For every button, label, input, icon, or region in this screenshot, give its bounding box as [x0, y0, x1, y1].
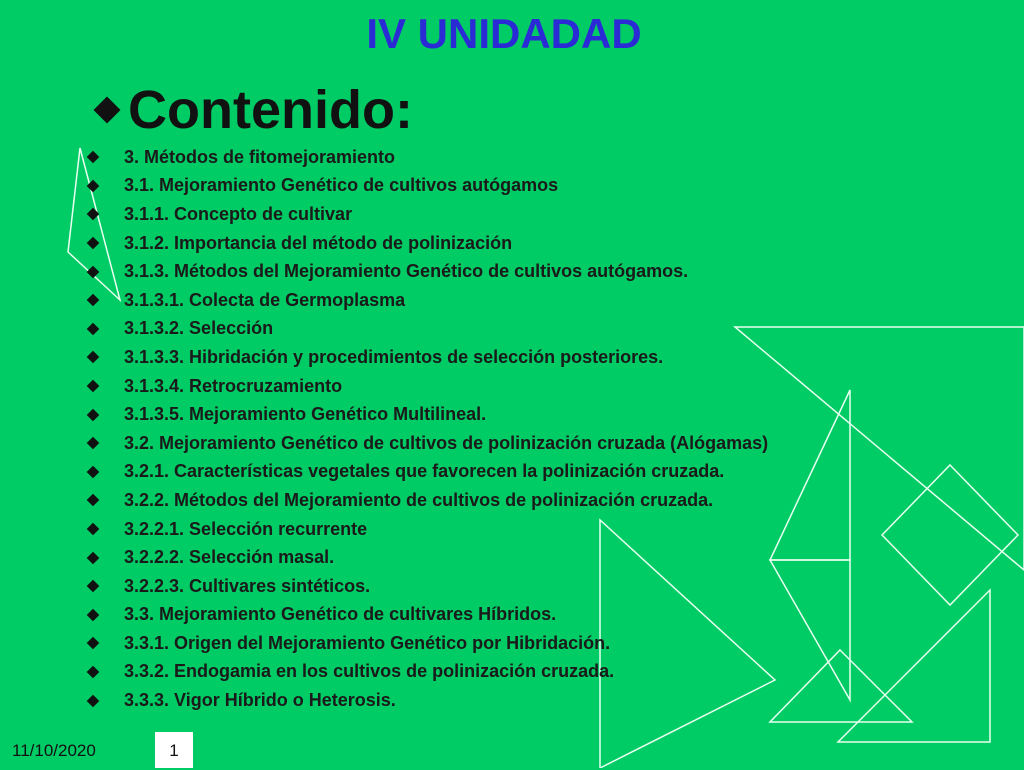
list-item: [86, 429, 768, 458]
list-item-text: 3.2.1. Características vegetales que favorecen la polinización cruzada.: [124, 461, 725, 482]
list-item: [86, 515, 768, 544]
list-item: [86, 172, 768, 201]
list-item: [86, 658, 768, 687]
deco-triangle-tall: [770, 390, 850, 560]
diamond-bullet-icon: [86, 665, 100, 679]
list-item: [86, 343, 768, 372]
diamond-bullet-icon: [86, 608, 100, 622]
heading-text: Contenido:: [128, 80, 413, 140]
diamond-bullet-icon: [86, 694, 100, 708]
deco-triangle-large: [735, 327, 1024, 570]
diamond-bullet-icon: [86, 179, 100, 193]
list-item-text: 3.1.3.1. Colecta de Germoplasma: [124, 289, 406, 310]
list-item-text: 3.3.2. Endogamia en los cultivos de polinización cruzada.: [124, 661, 615, 682]
list-item: [86, 686, 768, 715]
diamond-bullet-icon: [86, 579, 100, 593]
list-item: [86, 400, 768, 429]
diamond-bullet-icon: [92, 95, 122, 125]
diamond-bullet-icon: [86, 551, 100, 565]
diamond-bullet-icon: [86, 207, 100, 221]
diamond-bullet-icon: [86, 293, 100, 307]
page-number: 1: [155, 732, 193, 768]
diamond-bullet-icon: [86, 408, 100, 422]
diamond-bullet-icon: [86, 379, 100, 393]
deco-triangle-right: [838, 590, 990, 742]
list-item: [86, 486, 768, 515]
diamond-bullet-icon: [86, 322, 100, 336]
list-item-text: 3.1.2. Importancia del método de polinización: [124, 232, 513, 253]
diamond-bullet-icon: [86, 265, 100, 279]
diamond-bullet-icon: [86, 465, 100, 479]
list-item: [86, 286, 768, 315]
list-item: [86, 257, 768, 286]
list-item-text: 3.1.1. Concepto de cultivar: [124, 203, 353, 224]
content-list: [86, 143, 768, 715]
diamond-bullet-icon: [86, 522, 100, 536]
list-item: [86, 572, 768, 601]
list-item: [86, 315, 768, 344]
diamond-bullet-icon: [86, 493, 100, 507]
deco-diamond: [882, 465, 1018, 605]
diamond-bullet-icon: [86, 636, 100, 650]
list-item: [86, 629, 768, 658]
list-item-text: 3.1. Mejoramiento Genético de cultivos autógamos: [124, 175, 559, 196]
deco-triangle-mid: [770, 560, 850, 700]
list-item-text: 3.1.3.3. Hibridación y procedimientos de selección posteriores.: [124, 346, 664, 367]
list-item-text: 3.3.1. Origen del Mejoramiento Genético por Hibridación.: [124, 632, 611, 653]
list-item-text: 3.1.3.4. Retrocruzamiento: [124, 375, 343, 396]
list-item-text: 3.3. Mejoramiento Genético de cultivares Híbridos.: [124, 604, 557, 625]
slide-title: IV UNIDADAD: [366, 10, 642, 57]
list-item: [86, 200, 768, 229]
list-item: [86, 229, 768, 258]
list-item: [86, 543, 768, 572]
footer-date: 11/10/2020: [12, 741, 96, 760]
list-item: [86, 601, 768, 630]
list-item-text: 3.2.2.2. Selección masal.: [124, 547, 335, 568]
list-item-text: 3.1.3.2. Selección: [124, 318, 274, 339]
list-item-text: 3.2.2.3. Cultivares sintéticos.: [124, 575, 371, 596]
list-item-text: 3.1.3.5. Mejoramiento Genético Multilineal.: [124, 404, 487, 425]
list-item: [86, 372, 768, 401]
list-item-text: 3. Métodos de fitomejoramiento: [124, 146, 396, 167]
list-item: [86, 458, 768, 487]
diamond-bullet-icon: [86, 436, 100, 450]
list-item-text: 3.2.2.1. Selección recurrente: [124, 518, 368, 539]
diamond-bullet-icon: [86, 150, 100, 164]
deco-triangle-small: [770, 650, 912, 722]
contenido-heading: [92, 80, 413, 140]
list-item-text: 3.3.3. Vigor Híbrido o Heterosis.: [124, 690, 396, 711]
list-item-text: 3.2. Mejoramiento Genético de cultivos de polinización cruzada (Alógamas): [124, 432, 769, 453]
list-item-text: 3.2.2. Métodos del Mejoramiento de cultivos de polinización cruzada.: [124, 489, 714, 510]
list-item: [86, 143, 768, 172]
list-item-text: 3.1.3. Métodos del Mejoramiento Genético de cultivos autógamos.: [124, 261, 689, 282]
diamond-bullet-icon: [86, 236, 100, 250]
diamond-bullet-icon: [86, 350, 100, 364]
